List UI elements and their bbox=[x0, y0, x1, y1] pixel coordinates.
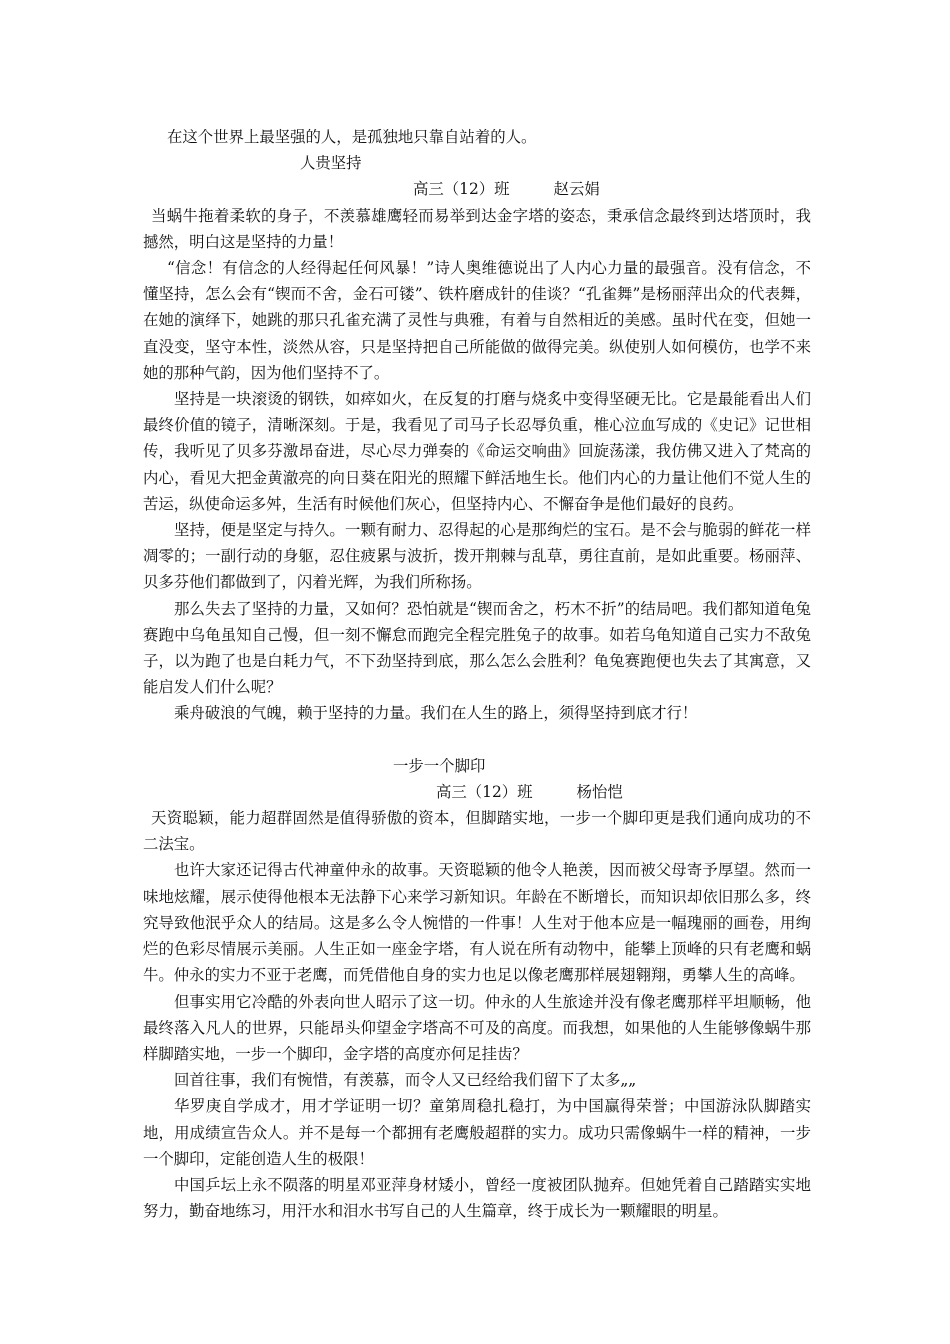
essay2-class: 高三（12）班 bbox=[436, 782, 533, 801]
essay2-title: 一步一个脚印 bbox=[393, 756, 486, 775]
essay2-paragraph: 也许大家还记得古代神童仲永的故事。天资聪颖的他令人艳羡，因而被父母寄予厚望。然而一味地炫耀，展示使得他根本无法静下心来学习新知识。年龄在不断增长，而知识却依旧那么多，终究导致他泯乎众人的结局。这是多么令人惋惜的一件事！人生对于他本应是一幅瑰丽的画卷，用绚烂的色彩尽情展示美丽。人生正如一座金字塔，有人说在所有动物中，能攀上顶峰的只有老鹰和蜗牛。仲永的实力不亚于老鹰，而凭借他自身的实力也足以像老鹰那样展翅翱翔，勇攀人生的高峰。 bbox=[143, 861, 811, 985]
essay1-byline bbox=[143, 176, 811, 202]
essay2-paragraph: 天资聪颖，能力超群固然是值得骄傲的资本，但脚踏实地，一步一个脚印更是我们通向成功的不二法宝。 bbox=[143, 809, 811, 854]
essay1-paragraph: 坚持是一块滚烫的钢铁，如瘁如火，在反复的打磨与烧炙中变得坚硬无比。它是最能看出人们最终价值的镜子，清晰深刻。于是，我看见了司马子长忍辱负重，椎心泣血写成的《史记》记世相传，我听见了贝多芬激昂奋进，尽心尽力弹奏的《命运交响曲》回旋荡漾，我仿佛又进入了梵高的内心，看见大把金黄澈亮的向日葵在阳光的照耀下鲜活地生长。他们内心的力量让他们不觉人生的苦运，纵使命运多舛，生活有时候他们灰心，但坚持内心、不懈奋争是他们最好的良药。 bbox=[143, 390, 811, 513]
section-gap bbox=[143, 727, 811, 753]
essay1-paragraph: 当蜗牛拖着柔软的身子，不羡慕雄鹰轻而易举到达金字塔的姿态，秉承信念最终到达塔顶时，我撼然，明白这是坚持的力量！ bbox=[143, 206, 811, 251]
essay2-author: 杨怡恺 bbox=[576, 782, 623, 801]
essay1-paragraph: 乘舟破浪的气魄，赖于坚持的力量。我们在人生的路上，须得坚持到底才行！ bbox=[174, 704, 698, 723]
essay1-paragraph: 坚持，便是坚定与持久。一颗有耐力、忍得起的心是那绚烂的宝石。是不会与脆弱的鲜花一样凋零的；一副行动的身躯，忍住疲累与波折，拨开荆棘与乱草，勇往直前，是如此重要。杨丽萍、贝多芬他们都做到了，闪着光辉，为我们所称扬。 bbox=[143, 521, 811, 592]
intro-line: 在这个世界上最坚强的人，是孤独地只靠自站着的人。 bbox=[167, 128, 537, 146]
essay2-paragraph: 回首往事，我们有惋惜，有羡慕，而令人又已经给我们留下了太多„„ bbox=[174, 1071, 637, 1090]
essay2-byline bbox=[143, 779, 811, 805]
essay2-paragraph: 华罗庚自学成才，用才学证明一切？童第周稳扎稳打，为中国赢得荣誉；中国游泳队脚踏实地，用成绩宣告众人。并不是每一个都拥有老鹰般超群的实力。成功只需像蜗牛一样的精神，一步一个脚印，定能创造人生的极限！ bbox=[143, 1097, 811, 1168]
document-body bbox=[143, 124, 811, 1224]
essay1-author: 赵云娟 bbox=[553, 180, 600, 199]
essay1-paragraph: 那么失去了坚持的力量，又如何？恐怕就是“锲而舍之，朽木不折”的结局吧。我们都知道龟兔赛跑中乌龟虽知自己慢，但一刻不懈怠而跑完全程完胜兔子的故事。如若乌龟知道自己实力不敌兔子，以为跑了也是白耗力气，不下劲坚持到底，那么怎么会胜利？龟兔赛跑便也失去了其寓意，又能启发人们什么呢？ bbox=[143, 599, 811, 697]
essay2-paragraph: 中国乒坛上永不陨落的明星邓亚萍身材矮小，曾经一度被团队抛弃。但她凭着自己踏踏实实地努力，勤奋地练习，用汗水和泪水书写自己的人生篇章，终于成长为一颗耀眼的明星。 bbox=[143, 1175, 811, 1221]
essay1-class: 高三（12）班 bbox=[413, 180, 510, 199]
essay2-paragraph: 但事实用它冷酷的外表向世人昭示了这一切。仲永的人生旅途并没有像老鹰那样平坦顺畅，他最终落入凡人的世界，只能昂头仰望金字塔高不可及的高度。而我想，如果他的人生能够像蜗牛那样脚踏实地，一步一个脚印，金字塔的高度亦何足挂齿？ bbox=[143, 992, 811, 1063]
essay1-paragraph: “信念！有信念的人经得起任何风暴！”诗人奥维德说出了人内心力量的最强音。没有信念，不懂坚持，怎么会有“锲而不舍，金石可镂”、铁杵磨成针的佳谈？“孔雀舞”是杨丽萍出众的代表舞，在她的演绎下，她跳的那只孔雀充满了灵性与典雅，有着与自然相近的美感。虽时代在变，但她一直没变，坚守本性，淡然从容，只是坚持把自己所能做的做得完美。纵使别人如何模仿，也学不来她的那种气韵，因为他们坚持不了。 bbox=[143, 259, 811, 382]
essay1-title: 人贵坚持 bbox=[300, 154, 362, 173]
